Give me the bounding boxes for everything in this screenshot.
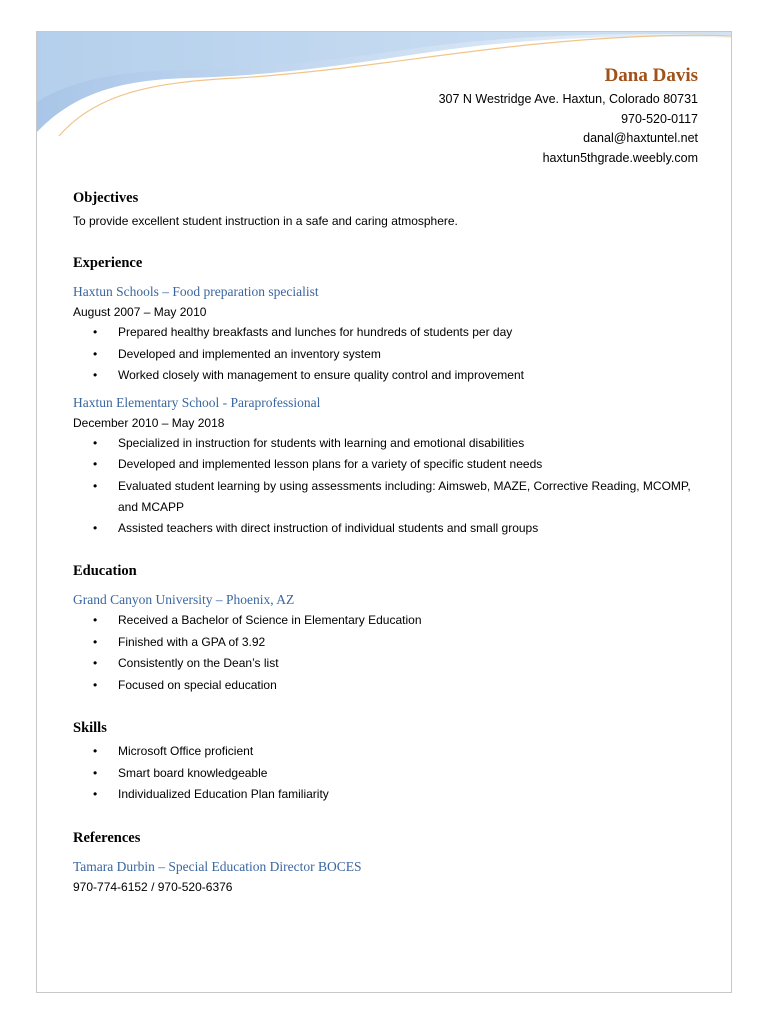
job-dates: December 2010 – May 2018 xyxy=(73,415,225,430)
address: 307 N Westridge Ave. Haxtun, Colorado 80731 xyxy=(438,92,698,106)
list-item: • Evaluated student learning by using assessments including: Aimsweb, MAZE, Corrective Reading, MCOMP, and MCAPP xyxy=(73,476,693,518)
reference-phones: 970-774-6152 / 970-520-6376 xyxy=(73,879,233,894)
list-item: • Prepared healthy breakfasts and lunches for hundreds of students per day xyxy=(73,322,693,344)
education-heading: Education xyxy=(73,563,137,579)
list-item: • Individualized Education Plan familiarity xyxy=(73,784,693,806)
references-heading: References xyxy=(73,829,141,846)
reference-name: Tamara Durbin – Special Education Director BOCES xyxy=(73,858,362,874)
contact-header xyxy=(439,65,698,168)
candidate-name: Dana Davis xyxy=(604,65,698,86)
list-item: • Consistently on the Dean’s list xyxy=(73,653,693,675)
list-item: • Developed and implemented lesson plans for a variety of specific student needs xyxy=(73,454,693,476)
resume-page xyxy=(36,31,732,993)
school-name: Grand Canyon University – Phoenix, AZ xyxy=(73,592,295,607)
list-item: • Focused on special education xyxy=(73,675,693,697)
job-title: Haxtun Elementary School - Paraprofessional xyxy=(73,394,321,410)
phone-number: 970-520-0117 xyxy=(621,111,698,126)
objectives-text: To provide excellent student instruction in a safe and caring atmosphere. xyxy=(73,214,458,228)
list-item: • Microsoft Office proficient xyxy=(73,741,693,763)
job-dates: August 2007 – May 2010 xyxy=(73,305,207,319)
list-item: • Assisted teachers with direct instruction of individual students and small groups xyxy=(73,518,693,540)
website-link[interactable]: haxtun5thgrade.weebly.com xyxy=(542,150,698,165)
job-bullet-list xyxy=(73,322,693,387)
job-title: Haxtun Schools – Food preparation specialist xyxy=(73,284,319,299)
education-bullet-list xyxy=(73,610,693,696)
list-item: • Worked closely with management to ensure quality control and improvement xyxy=(73,365,693,387)
list-item: • Specialized in instruction for students with learning and emotional disabilities xyxy=(73,433,693,455)
skills-heading: Skills xyxy=(73,720,107,736)
experience-heading: Experience xyxy=(73,255,143,271)
email-address[interactable]: danal@haxtuntel.net xyxy=(583,131,698,145)
job-bullet-list xyxy=(73,433,693,540)
list-item: • Finished with a GPA of 3.92 xyxy=(73,632,693,654)
skills-bullet-list xyxy=(73,741,693,806)
list-item: • Smart board knowledgeable xyxy=(73,763,693,785)
list-item: • Developed and implemented an inventory system xyxy=(73,344,693,366)
objectives-heading: Objectives xyxy=(73,190,139,206)
list-item: • Received a Bachelor of Science in Elementary Education xyxy=(73,610,693,632)
resume-body xyxy=(73,190,693,897)
